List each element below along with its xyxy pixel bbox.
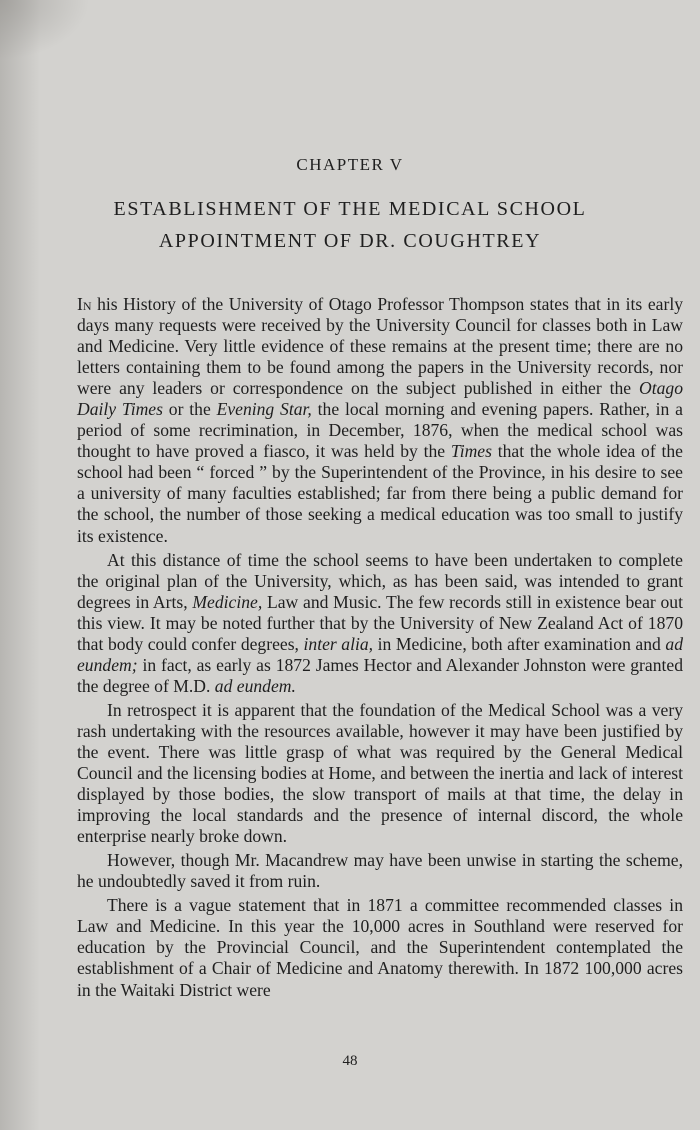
paragraph-1-text-b: or the	[162, 399, 217, 420]
paragraph-1-text-d: that the whole idea of the school had been “ forced ” by the Superintendent of the Province, in his desire to see a university of many faculties established; far from there being a public demand for the school, the number of those seeking a medical education was too small to justify its existence.	[77, 441, 683, 546]
paragraph-1	[77, 294, 683, 547]
page-number: 48	[342, 1053, 358, 1069]
body-text	[77, 294, 683, 1001]
paragraph-1-italic-1: Otago Daily Times	[77, 378, 683, 420]
paragraph-2-text-a: At this distance of time the school seems to have been undertaken to complete the original plan of the University, which, as has been said, was intended to grant degrees in Arts,	[77, 549, 683, 612]
paragraph-2-italic-1: Medicine,	[192, 591, 263, 612]
paragraph-2-text-b: Law and Music. The few records still in existence bear out this view. It may be noted further that by the University of New Zealand Act of 1870 that body could confer degrees,	[77, 591, 683, 654]
opening-word: In	[77, 294, 92, 314]
paragraph-2-italic-2: inter alia,	[303, 633, 374, 654]
paragraph-4: However, though Mr. Macandrew may have been unwise in starting the scheme, he undoubtedly saved it from ruin.	[77, 850, 683, 892]
chapter-label: CHAPTER V	[296, 155, 404, 174]
paragraph-1-text-c: the local morning and evening papers. Rather, in a period of some recrimination, in December, 1876, when the medical school was thought to have proved a fiasco, it was held by the	[77, 399, 683, 462]
chapter-title-line-1: ESTABLISHMENT OF THE MEDICAL SCHOOL	[113, 198, 587, 220]
page-corner-shadow	[0, 0, 90, 60]
chapter-title-line-2: APPOINTMENT OF DR. COUGHTREY	[158, 230, 542, 252]
paragraph-5: There is a vague statement that in 1871 a committee recommended classes in Law and Medicine. In this year the 10,000 acres in Southland were reserved for education by the Provincial Council, and the Superintendent contemplated the establishment of a Chair of Medicine and Anatomy therewith. In 1872 100,000 acres in the Waitaki District were	[77, 895, 683, 1000]
paragraph-2-text-c: in Medicine, both after examination and	[373, 633, 666, 654]
paragraph-2-italic-3: ad eundem;	[77, 633, 683, 675]
paragraph-1-italic-2: Evening Star,	[216, 399, 312, 420]
paragraph-2-text-d: in fact, as early as 1872 James Hector and Alexander Johnston were granted the degree of M.D.	[77, 654, 683, 696]
paragraph-1-italic-3: Times	[450, 441, 492, 462]
paragraph-2	[77, 550, 683, 697]
paragraph-1-text-a: his History of the University of Otago Professor Thompson states that in its early days many requests were received by the University Council for classes both in Law and Medicine. Very little evidence of these remains at the present time; there are no letters containing them to be found among the papers in the University records, nor were any leaders or correspondence on the subject published in either the	[77, 294, 683, 399]
paragraph-3: In retrospect it is apparent that the foundation of the Medical School was a very rash undertaking with the resources available, however it may have been justified by the event. There was little grasp of what was required by the General Medical Council and the licensing bodies at Home, and between the inertia and lack of interest displayed by those bodies, the slow transport of mails at that time, the delay in improving the local standards and the presence of internal discord, the whole enterprise nearly broke down.	[77, 699, 683, 847]
paragraph-2-italic-4: ad eundem.	[214, 675, 296, 696]
